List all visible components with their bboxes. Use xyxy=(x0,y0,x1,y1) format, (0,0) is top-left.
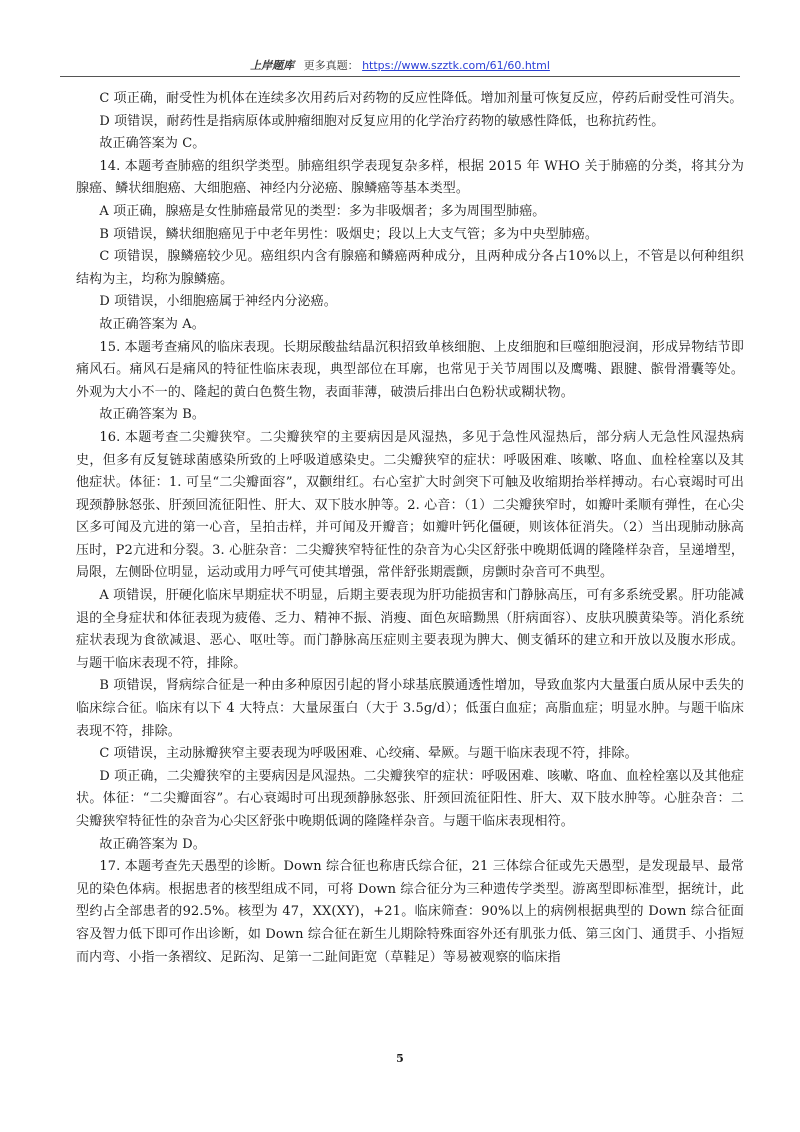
paragraph: B 项错误，肾病综合征是一种由多种原因引起的肾小球基底膜通透性增加，导致血浆内大量蛋白质从尿中丢失的临床综合征。临床有以下 4 大特点：大量尿蛋白（大于 3.5g/d）；低蛋白血症；高脂血症；明显水肿。与题干临床表现不符，排除。 xyxy=(76,678,744,739)
paragraph: B 项错误，鳞状细胞癌见于中老年男性：吸烟史；段以上大支气管；多为中央型肺癌。 xyxy=(99,226,598,242)
paragraph: 故正确答案为 D。 xyxy=(99,836,206,852)
paragraph: C 项错误，腺鳞癌较少见。癌组织内含有腺癌和鳞癌两种成分，且两种成分各占10%以上，不管是以何种组织结构为主，均称为腺鳞癌。 xyxy=(76,249,744,287)
paragraph: 14. 本题考查肺癌的组织学类型。肺癌组织学表现复杂多样，根据 2015 年 WHO 关于肺癌的分类，将其分为腺癌、鳞状细胞癌、大细胞癌、神经内分泌癌、腺鳞癌等基本类型。 xyxy=(76,158,744,197)
header-link[interactable]: https://www.szztk.com/61/60.html xyxy=(362,59,550,72)
header-brand: 上岸题库 xyxy=(250,59,295,72)
page-number: 5 xyxy=(396,1052,404,1065)
paragraph: D 项错误，耐药性是指病原体或肿瘤细胞对反复应用的化学治疗药物的敏感性降低，也称抗药性。 xyxy=(99,113,665,129)
paragraph: 15. 本题考查痛风的临床表现。长期尿酸盐结晶沉积招致单核细胞、上皮细胞和巨噬细胞浸润，形成异物结节即痛风石。痛风石是痛风的特征性临床表现，典型部位在耳廓，也常见于关节周围以及鹰嘴、跟腱、髌骨滑囊等处。外观为大小不一的、隆起的黄白色赘生物，表面菲薄，破溃后排出白色粉状或糊状物。 xyxy=(76,339,744,400)
header-divider xyxy=(60,76,740,77)
paragraph: D 项正确，二尖瓣狭窄的主要病因是风湿热。二尖瓣狭窄的症状：呼吸困难、咳嗽、咯血、血栓栓塞以及其他症状。体征：“二尖瓣面容”。右心衰竭时可出现颈静脉怒张、肝颈回流征阳性、肝大、双下肢水肿等。心脏杂音：二尖瓣狭窄特征性的杂音为心尖区舒张中晚期低调的隆隆样杂音。与题干临床表现相符。 xyxy=(76,768,744,829)
paragraph: C 项正确，耐受性为机体在连续多次用药后对药物的反应性降低。增加剂量可恢复反应，停药后耐受性可消失。 xyxy=(99,91,743,106)
paragraph: 16. 本题考查二尖瓣狭窄。二尖瓣狭窄的主要病因是风湿热，多见于急性风湿热后，部分病人无急性风湿热病史，但多有反复链球菌感染所致的上呼吸道感染史。二尖瓣狭窄的症状：呼吸困难、咳嗽、咯血、血栓栓塞以及其他症状。体征：1. 可呈“二尖瓣面容”，双颧绀红。右心室扩大时剑突下可触及收缩期抬举样搏动。右心衰竭时可出现颈静脉怒张、肝颈回流征阳性、肝大、双下肢水肿等。2. 心音：（1）二尖瓣狭窄时，如瓣叶柔顺有弹性，在心尖区多可闻及亢进的第一心音，呈拍击样，并可闻及开瓣音；如瓣叶钙化僵硬，则该体征消失。（2）当出现肺动脉高压时，P2亢进和分裂。3. 心脏杂音：二尖瓣狭窄特征性的杂音为心尖区舒张中晚期低调的隆隆样杂音，呈递增型，局限，左侧卧位明显，运动或用力呼气可使其增强，常伴舒张期震颤，房颤时杂音可不典型。 xyxy=(76,429,744,581)
header-tagline: 更多真题： xyxy=(303,59,359,72)
document-body xyxy=(76,88,744,969)
paragraph: 故正确答案为 B。 xyxy=(99,407,205,423)
paragraph: A 项错误，肝硬化临床早期症状不明显，后期主要表现为肝功能损害和门静脉高压，可有多系统受累。肝功能减退的全身症状和体征表现为疲倦、乏力、精神不振、消瘦、面色灰暗黝黑（肝病面容）、皮肤巩膜黄染等。消化系统症状表现为食欲减退、恶心、呕吐等。而门静脉高压症则主要表现为脾大、侧支循环的建立和开放以及腹水形成。与题干临床表现不符，排除。 xyxy=(76,588,744,671)
paragraph: D 项错误，小细胞癌属于神经内分泌癌。 xyxy=(99,294,337,310)
paragraph: 故正确答案为 A。 xyxy=(99,316,205,332)
paragraph: C 项错误，主动脉瓣狭窄主要表现为呼吸困难、心绞痛、晕厥。与题干临床表现不符，排除。 xyxy=(99,746,638,762)
paragraph: 故正确答案为 C。 xyxy=(99,136,206,152)
page-header xyxy=(60,57,740,73)
paragraph: A 项正确，腺癌是女性肺癌最常见的类型：多为非吸烟者；多为周围型肺癌。 xyxy=(99,203,546,219)
paragraph: 17. 本题考查先天愚型的诊断。Down 综合征也称唐氏综合征，21 三体综合征或先天愚型，是发现最早、最常见的染色体病。根据患者的核型组成不同，可将 Down 综合征分为三种遗传学类型。游离型即标准型，据统计，此型约占全部患者的92.5%。核型为 47，XX(XY)，+21。临床筛查：90%以上的病例根据典型的 Down 综合征面容及智力低下即可作出诊断，如 Down 综合征在新生儿期除特殊面容外还有肌张力低、第三囟门、通贯手、小指短而内弯、小指一条褶纹、足跖沟、足第一二趾间距宽（草鞋足）等易被观察的临床指 xyxy=(76,859,744,965)
